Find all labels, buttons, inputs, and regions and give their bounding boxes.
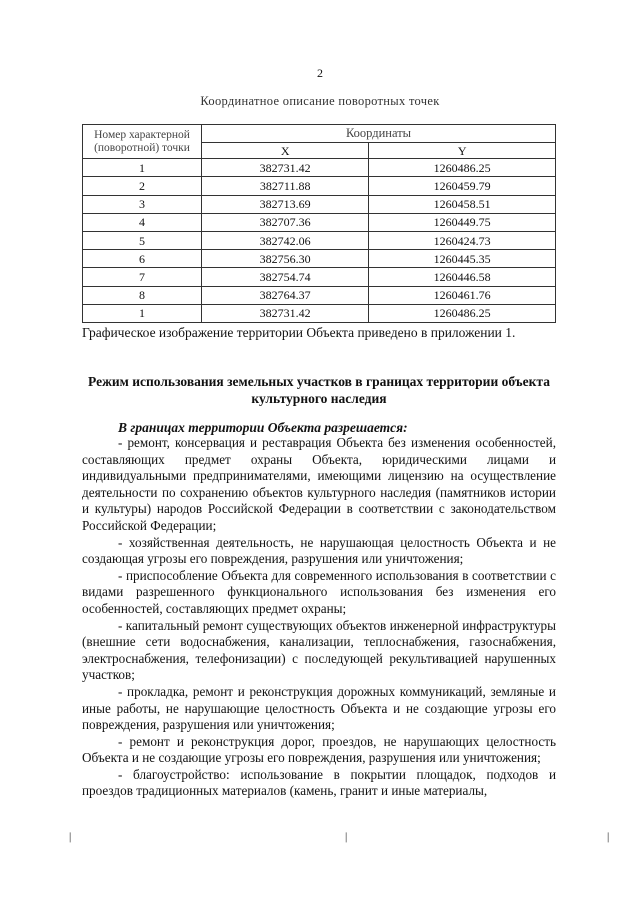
coord-y: 1260486.25 <box>369 304 556 322</box>
coord-y: 1260486.25 <box>369 159 556 177</box>
coord-x: 382742.06 <box>202 231 369 249</box>
point-number: 4 <box>83 213 202 231</box>
header-x: X <box>202 143 369 159</box>
scan-mark-left: ❘ <box>66 832 75 843</box>
table-row <box>83 177 556 195</box>
paragraph: - приспособление Объекта для современного использования в соответствии с видами разрешенного функционального использования без изменения его особенностей, составляющих предмет охраны; <box>82 567 556 616</box>
coord-x: 382731.42 <box>202 159 369 177</box>
table-row <box>83 304 556 322</box>
coord-y: 1260445.35 <box>369 250 556 268</box>
paragraph: - благоустройство: использование в покрытии площадок, подходов и проездов традиционных материалов (камень, гранит и иные материалы, <box>82 766 556 799</box>
scan-mark-right: ❘ <box>604 832 613 843</box>
scan-mark-center: ❘ <box>342 832 351 843</box>
point-number: 1 <box>83 304 202 322</box>
coord-y: 1260446.58 <box>369 268 556 286</box>
section-title: Режим использования земельных участков в границах территории объекта культурного наследия <box>88 374 550 406</box>
point-number: 5 <box>83 231 202 249</box>
coord-x: 382754.74 <box>202 268 369 286</box>
paragraph: - капитальный ремонт существующих объектов инженерной инфраструктуры (внешние сети водоснабжения, канализации, теплоснабжения, газоснабжения, электроснабжения, телефонизации) с последующей рекультивацией нарушенных участков; <box>82 617 556 683</box>
table-row <box>83 213 556 231</box>
coord-y: 1260424.73 <box>369 231 556 249</box>
paragraph: - прокладка, ремонт и реконструкция дорожных коммуникаций, земляные и иные работы, не нарушающие целостность Объекта и не создающие угрозы его повреждения, разрушения или уничтожения; <box>82 683 556 733</box>
paragraph: - ремонт и реконструкция дорог, проездов, не нарушающих целостность Объекта и не создающие угрозы его повреждения, разрушения или уничтожения; <box>82 733 556 766</box>
coord-y: 1260449.75 <box>369 213 556 231</box>
coord-y: 1260461.76 <box>369 286 556 304</box>
table-title: Координатное описание поворотных точек <box>200 94 440 108</box>
coord-x: 382711.88 <box>202 177 369 195</box>
table-row <box>83 268 556 286</box>
coordinates-table <box>82 124 556 323</box>
coord-y: 1260459.79 <box>369 177 556 195</box>
point-number: 2 <box>83 177 202 195</box>
table-row <box>83 195 556 213</box>
graphic-note: Графическое изображение территории Объекта приведено в приложении 1. <box>82 325 516 340</box>
coord-x: 382764.37 <box>202 286 369 304</box>
coord-x: 382713.69 <box>202 195 369 213</box>
paragraph: - хозяйственная деятельность, не нарушающая целостность Объекта и не создающая угрозы его повреждения, разрушения или уничтожения; <box>82 534 556 567</box>
point-number: 3 <box>83 195 202 213</box>
table-header-row <box>83 125 556 143</box>
point-number: 6 <box>83 250 202 268</box>
table-row <box>83 159 556 177</box>
table-row <box>83 231 556 249</box>
point-number: 1 <box>83 159 202 177</box>
header-point-number: Номер характерной (поворотной) точки <box>83 125 202 159</box>
table-row <box>83 250 556 268</box>
body-text <box>82 435 556 800</box>
point-number: 7 <box>83 268 202 286</box>
header-y: Y <box>369 143 556 159</box>
coord-x: 382707.36 <box>202 213 369 231</box>
point-number: 8 <box>83 286 202 304</box>
coord-y: 1260458.51 <box>369 195 556 213</box>
page-number: 2 <box>317 66 323 80</box>
header-coordinates: Координаты <box>202 125 556 143</box>
paragraph: - ремонт, консервация и реставрация Объекта без изменения особенностей, составляющих предмет охраны Объекта, юридическими лицами и индивидуальными предпринимателями, имеющими лицензию на осуществление деятельности по сохранению объектов культурного наследия (памятников истории и культуры) народов Российской Федерации в соответствии с законодательством Российской Федерации; <box>82 435 556 533</box>
allowed-title: В границах территории Объекта разрешается: <box>118 420 408 435</box>
table-row <box>83 286 556 304</box>
coord-x: 382756.30 <box>202 250 369 268</box>
coord-x: 382731.42 <box>202 304 369 322</box>
